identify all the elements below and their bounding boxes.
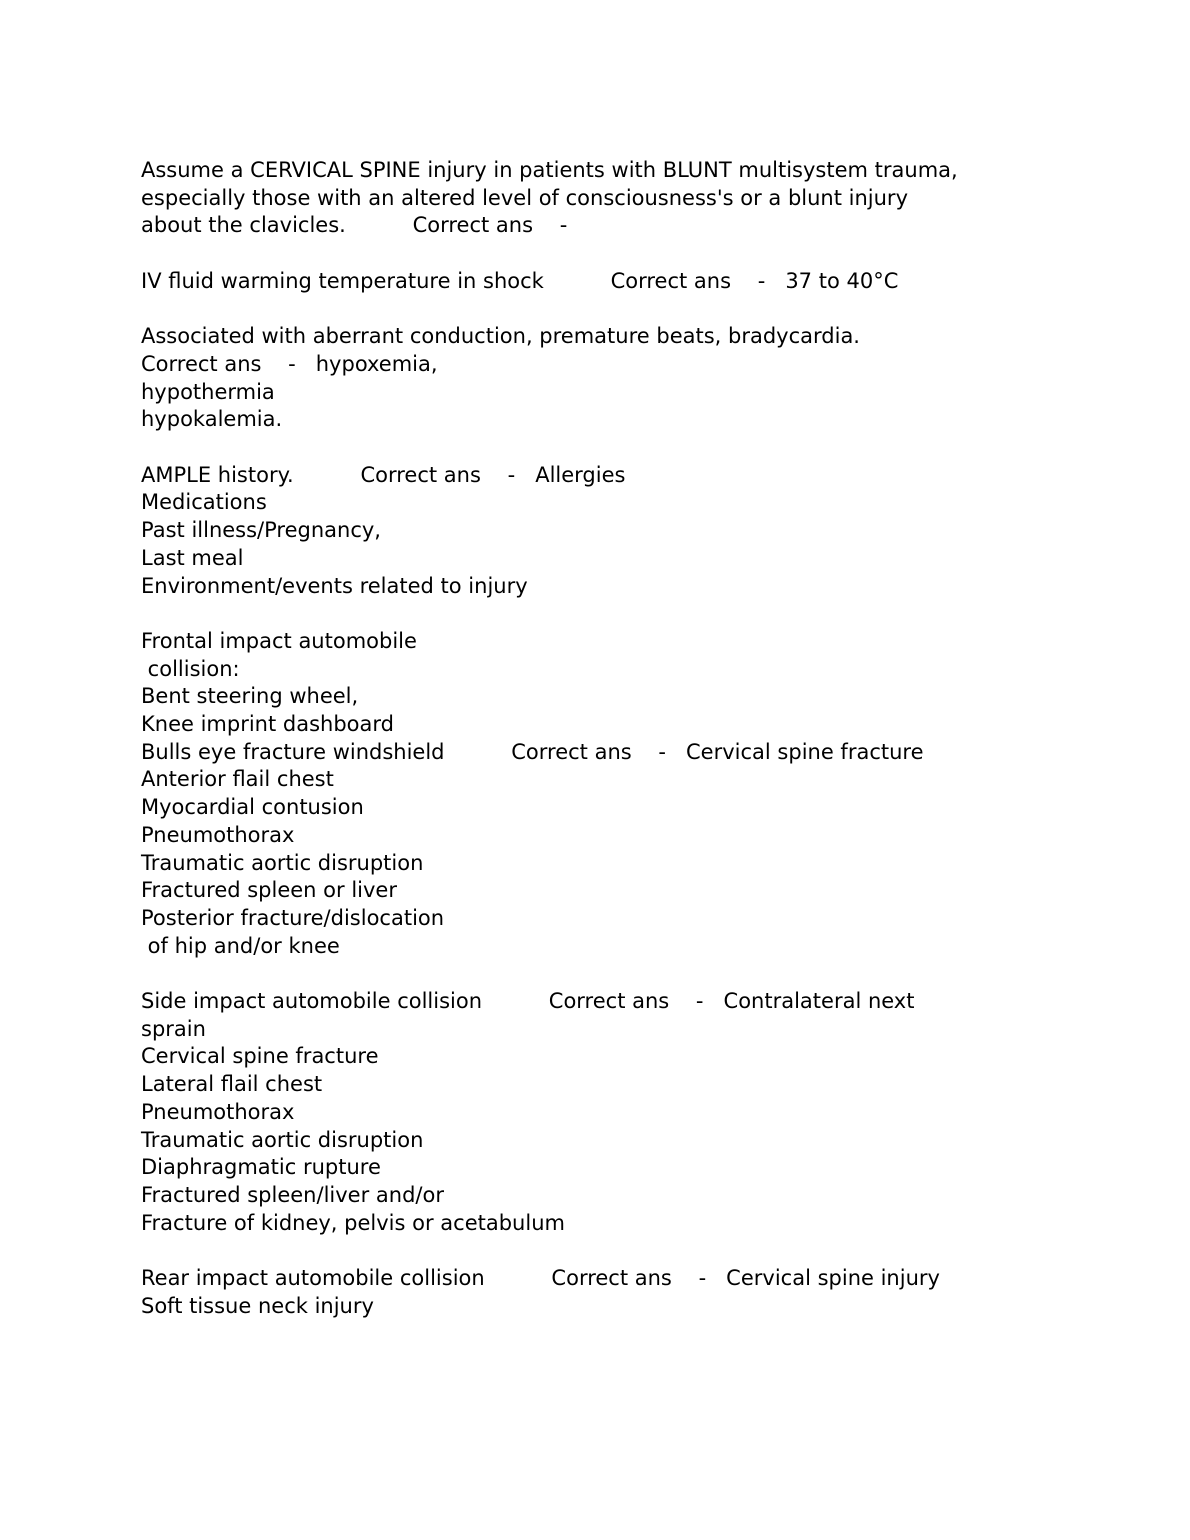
qa-iv-fluid-warming-temperature (141, 268, 1141, 296)
text-line: Traumatic aortic disruption (141, 850, 424, 875)
text-line: Past illness/Pregnancy, (141, 518, 381, 543)
text-line: Traumatic aortic disruption (141, 1127, 424, 1152)
text-line: Posterior fracture/dislocation (141, 905, 445, 930)
text-line: Myocardial contusion (141, 795, 364, 820)
text-line: hypokalemia. (141, 407, 283, 432)
text-line: hypothermia (141, 379, 275, 404)
text-line: Anterior flail chest (141, 767, 334, 792)
text-line: especially those with an altered level of consciousness's or a blunt injury (141, 185, 908, 210)
text-line: Correct ans - hypoxemia, (141, 351, 438, 376)
text-line: about the clavicles. Correct ans - (141, 213, 568, 238)
text-line: Bent steering wheel, (141, 684, 359, 709)
text-line: IV fluid warming temperature in shock Correct ans - 37 to 40°C (141, 268, 899, 293)
text-line: Bulls eye fracture windshield Correct ans - Cervical spine fracture (141, 739, 924, 764)
qa-ample-history (141, 462, 1141, 601)
text-line: Pneumothorax (141, 1099, 295, 1124)
qa-aberrant-conduction (141, 323, 1141, 434)
text-line: Fractured spleen or liver (141, 878, 397, 903)
text-line: Knee imprint dashboard (141, 712, 394, 736)
text-line: Fractured spleen/liver and/or (141, 1182, 444, 1207)
text-line: Diaphragmatic rupture (141, 1155, 381, 1180)
text-line: Pneumothorax (141, 822, 295, 847)
text-line: Lateral flail chest (141, 1072, 323, 1097)
text-line: Environment/events related to injury (141, 573, 528, 598)
text-line: of hip and/or knee (141, 933, 340, 958)
text-line: Fracture of kidney, pelvis or acetabulum (141, 1210, 565, 1235)
text-line: Frontal impact automobile (141, 628, 417, 653)
text-line: AMPLE history. Correct ans - Allergies (141, 462, 626, 487)
text-line: Cervical spine fracture (141, 1044, 379, 1069)
document-page (141, 157, 1141, 1348)
text-line: Medications (141, 490, 267, 515)
qa-side-impact-collision (141, 988, 1141, 1237)
text-line: Last meal (141, 545, 244, 570)
qa-frontal-impact-collision (141, 628, 1141, 960)
text-line: collision: (141, 656, 240, 681)
qa-cervical-spine-assumption (141, 157, 1141, 240)
text-line: Associated with aberrant conduction, premature beats, bradycardia. (141, 324, 860, 349)
text-line: Soft tissue neck injury (141, 1293, 374, 1318)
text-line: Rear impact automobile collision Correct ans - Cervical spine injury (141, 1266, 940, 1291)
text-line: sprain (141, 1016, 206, 1041)
qa-rear-impact-collision (141, 1265, 1141, 1320)
text-line: Assume a CERVICAL SPINE injury in patients with BLUNT multisystem trauma, (141, 158, 958, 182)
text-line: Side impact automobile collision Correct ans - Contralateral next (141, 989, 915, 1014)
